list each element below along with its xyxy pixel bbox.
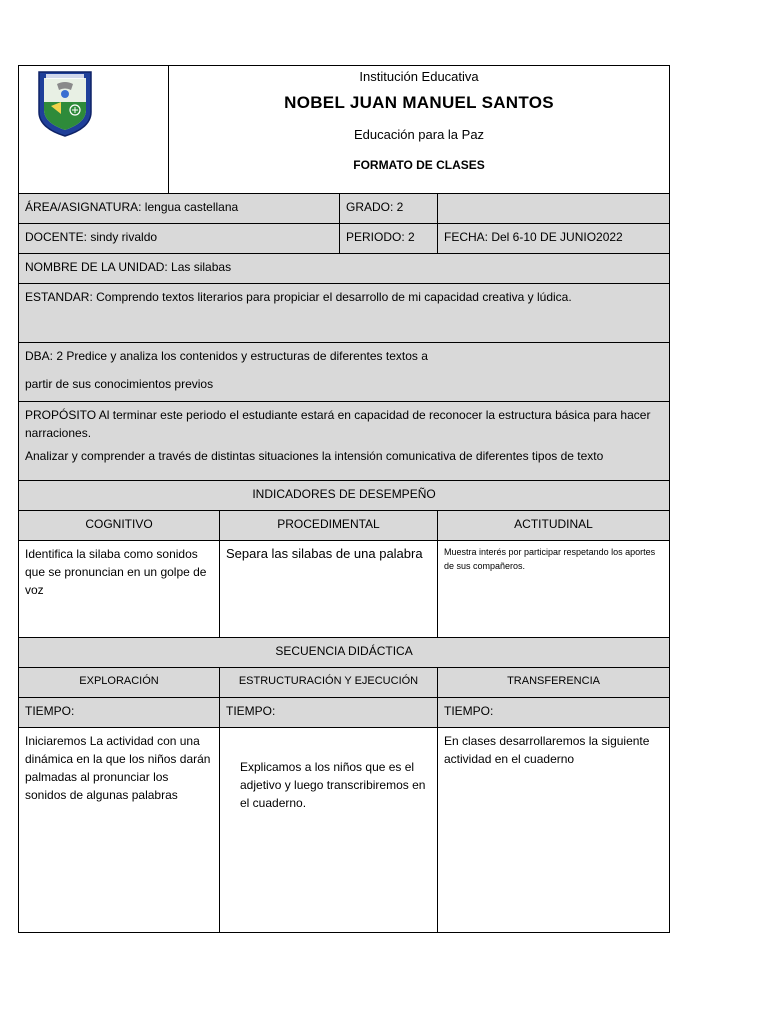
indicadores-title: INDICADORES DE DESEMPEÑO — [19, 481, 670, 511]
analizar-text: Analizar y comprender a través de distintas situaciones la intensión comunicativa de diferentes tipos de texto — [25, 449, 604, 463]
grado-blank — [438, 194, 670, 224]
procedimental-text: Separa las silabas de una palabra — [220, 541, 438, 638]
proposito-text: PROPÓSITO Al terminar este periodo el estudiante estará en capacidad de reconocer la estructura básica para hacer narraciones. — [25, 408, 651, 440]
header-cell — [169, 66, 670, 194]
grado-field: GRADO: 2 — [340, 194, 438, 224]
tiempo-exploracion: TIEMPO: — [19, 698, 220, 728]
school-shield-logo-icon — [19, 66, 169, 188]
estructuracion-text: Explicamos a los niños que es el adjetivo y luego transcribiremos en el cuaderno. — [220, 728, 438, 933]
tiempo-estructuracion: TIEMPO: — [220, 698, 438, 728]
header-procedimental: PROCEDIMENTAL — [220, 511, 438, 541]
transferencia-text: En clases desarrollaremos la siguiente actividad en el cuaderno — [438, 728, 670, 933]
format-title: FORMATO DE CLASES — [353, 158, 485, 172]
periodo-field: PERIODO: 2 — [340, 224, 438, 254]
header-transferencia: TRANSFERENCIA — [438, 668, 670, 698]
school-motto: Educación para la Paz — [353, 127, 485, 142]
fecha-field: FECHA: Del 6-10 DE JUNIO2022 — [438, 224, 670, 254]
exploracion-text: Iniciaremos La actividad con una dinámica en la que los niños darán palmadas al pronunciar los sonidos de algunas palabras — [19, 728, 220, 933]
header-cognitivo: COGNITIVO — [19, 511, 220, 541]
tiempo-transferencia: TIEMPO: — [438, 698, 670, 728]
institution-label: Institución Educativa — [359, 69, 479, 84]
unidad-field: NOMBRE DE LA UNIDAD: Las silabas — [19, 254, 670, 284]
secuencia-title: SECUENCIA DIDÁCTICA — [19, 638, 670, 668]
cognitivo-text: Identifica la silaba como sonidos que se pronuncian en un golpe de voz — [19, 541, 220, 638]
header-actitudinal: ACTITUDINAL — [438, 511, 670, 541]
lesson-plan-form — [18, 65, 669, 933]
lesson-plan-table — [18, 65, 670, 933]
dba-field — [19, 343, 670, 402]
area-field: ÁREA/ASIGNATURA: lengua castellana — [19, 194, 340, 224]
header-estructuracion: ESTRUCTURACIÓN Y EJECUCIÓN — [220, 668, 438, 698]
dba-line-1: DBA: 2 Predice y analiza los contenidos y estructuras de diferentes textos a — [25, 349, 428, 363]
dba-line-2: partir de sus conocimientos previos — [25, 377, 214, 391]
actitudinal-text: Muestra interés por participar respetando los aportes de sus compañeros. — [438, 541, 670, 638]
header-exploracion: EXPLORACIÓN — [19, 668, 220, 698]
estandar-field: ESTANDAR: Comprendo textos literarios para propiciar el desarrollo de mi capacidad creativa y lúdica. — [19, 284, 670, 343]
proposito-field — [19, 402, 670, 481]
logo-cell — [19, 66, 169, 194]
school-name: NOBEL JUAN MANUEL SANTOS — [284, 93, 554, 112]
docente-field: DOCENTE: sindy rivaldo — [19, 224, 340, 254]
